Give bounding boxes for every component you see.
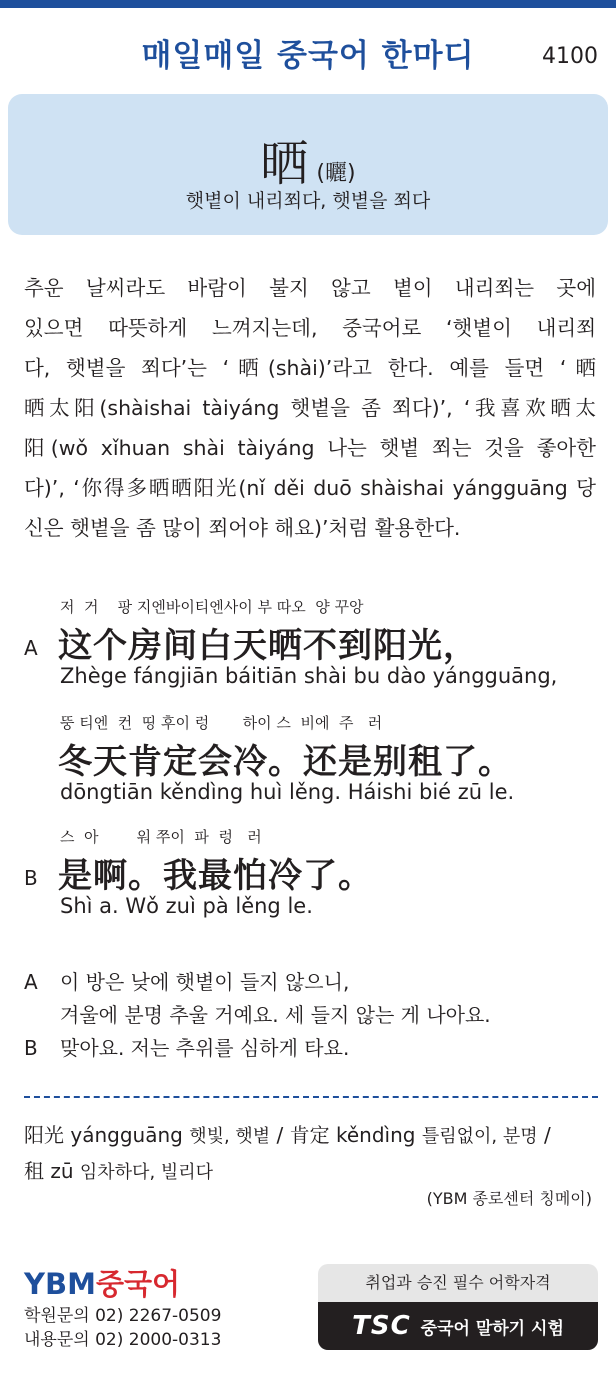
academy-phone: 학원문의 02) 2267-0509 [24, 1306, 222, 1326]
explanation-line: 阳(wǒ xǐhuan shài tàiyáng 나는 햇볕 쬐는 것을 좋아한 [24, 436, 596, 460]
translation-text: 겨울에 분명 추울 거예요. 세 들지 않는 게 나아요. [60, 1003, 491, 1027]
explanation-line: 추운 날씨라도 바람이 불지 않고 볕이 내리쬐는 곳에 [24, 276, 596, 300]
korean-pronunciation: 스 아 워 쭈이 파 렁 러 [60, 828, 262, 846]
explanation-line: 晒太阳(shàishai tàiyáng 햇볕을 좀 쬐다)’, ‘我喜欢晒太 [24, 396, 596, 420]
vocab-word: 肯定 kěndìng [289, 1123, 416, 1147]
korean-pronunciation: 저 거 팡 지엔바이티엔사이 부 따오 양 꾸앙 [60, 598, 364, 616]
vocab-word: 阳光 yángguāng [24, 1123, 183, 1147]
vocabulary-line [24, 1118, 604, 1154]
explanation-line: 다, 햇볕을 쬐다’는 ‘晒(shài)’라고 한다. 예를 들면 ‘晒 [24, 356, 596, 380]
translation-line [24, 999, 491, 1032]
headword-character: 晒 [260, 136, 309, 192]
vocab-separator: / [537, 1123, 551, 1147]
explanation-line: 다)’, ‘你得多晒晒阳光(nǐ děi duō shàishai yángguāng 당 [24, 476, 596, 500]
speaker-label: B [24, 1036, 38, 1060]
pinyin-sentence: Zhège fángjiān báitiān shài bu dào yángguāng, [60, 664, 558, 688]
translation [24, 966, 491, 1065]
tsc-tagline: 취업과 승진 필수 어학자격 [365, 1273, 551, 1292]
pinyin-sentence: Shì a. Wǒ zuì pà lěng le. [60, 894, 313, 918]
explanation-paragraph [24, 268, 596, 548]
vocab-meaning: 임차하다, 빌리다 [79, 1162, 214, 1183]
ybm-logo-text: YBM [24, 1267, 96, 1301]
dashed-divider [24, 1096, 598, 1098]
top-accent-bar [0, 0, 616, 8]
explanation-line: 신은 햇볕을 좀 많이 쬐어야 해요)’처럼 활용한다. [24, 516, 461, 540]
content-phone: 내용문의 02) 2000-0313 [24, 1330, 222, 1350]
chinese-sentence: 这个房间白天晒不到阳光， [58, 626, 478, 666]
headword-meaning: 햇볕이 내리쬐다, 햇볕을 쬐다 [185, 190, 431, 212]
tsc-name: 중국어 말하기 시험 [420, 1318, 564, 1339]
translation-line [24, 1032, 491, 1065]
speaker-label: B [24, 866, 38, 890]
vocabulary [24, 1118, 604, 1190]
translation-text: 이 방은 낮에 햇볕이 들지 않으니, [60, 970, 350, 994]
pinyin-sentence: dōngtiān kěndìng huì lěng. Háishi bié zū le. [60, 780, 515, 804]
issue-number: 4100 [542, 44, 598, 69]
translation-text: 맞아요. 저는 추위를 심하게 타요. [60, 1036, 350, 1060]
series-title: 매일매일 중국어 한마디 [141, 38, 475, 74]
author-credit: (YBM 종로센터 칭메이) [426, 1189, 592, 1208]
vocab-word: 租 zū [24, 1159, 74, 1183]
explanation-line: 있으면 따뜻하게 느껴지는데, 중국어로 ‘햇볕이 내리쬐 [24, 316, 596, 340]
contact-info [24, 1304, 221, 1352]
vocab-separator: / [270, 1123, 290, 1147]
korean-pronunciation: 뚱 티엔 컨 띵 후이 렁 하이 스 비에 주 러 [60, 714, 383, 732]
speaker-label: A [24, 970, 38, 994]
chinese-sentence: 冬天肯定会冷。还是别租了。 [58, 742, 513, 782]
vocabulary-line [24, 1154, 604, 1190]
tsc-logo: TSC [352, 1311, 411, 1341]
vocab-meaning: 햇빛, 햇볕 [189, 1126, 271, 1147]
headword-traditional: (曬) [316, 161, 356, 186]
tsc-bar [318, 1302, 598, 1350]
headword [0, 125, 616, 194]
translation-line [24, 966, 491, 999]
ybm-logo [24, 1262, 180, 1303]
tsc-banner [318, 1264, 598, 1350]
speaker-label: A [24, 636, 38, 660]
chinese-sentence: 是啊。我最怕冷了。 [58, 856, 373, 896]
vocab-meaning: 틀림없이, 분명 [421, 1126, 538, 1147]
ybm-logo-suffix: 중국어 [95, 1267, 181, 1301]
